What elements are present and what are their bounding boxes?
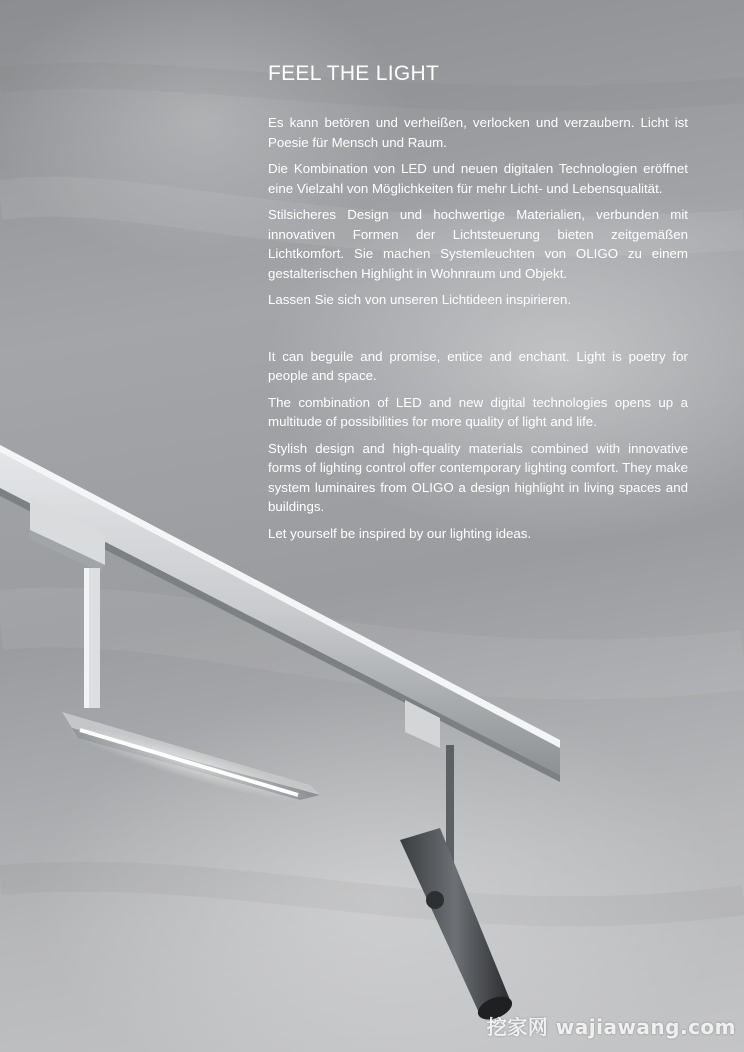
intro-text-block <box>268 60 688 550</box>
english-text <box>268 347 688 544</box>
english-paragraph-1: It can beguile and promise, entice and enchant. Light is poetry for people and space. <box>268 348 688 383</box>
german-paragraph-1: Es kann betören und verheißen, verlocken und verzaubern. Licht ist Poesie für Mensch und Raum. <box>268 115 688 150</box>
english-paragraph-3: Stylish design and high-quality materials combined with innovative forms of lighting control offer contemporary lighting comfort. They make system luminaires from OLIGO a design highlight in living spaces and buildings. <box>268 440 688 514</box>
english-paragraph-4: Let yourself be inspired by our lighting ideas. <box>268 525 532 541</box>
page-title: FEEL THE LIGHT <box>268 62 440 85</box>
german-text <box>268 113 688 310</box>
site-watermark: 挖家网 wajiawang.com <box>486 1015 736 1039</box>
german-paragraph-4: Lassen Sie sich von unseren Lichtideen inspirieren. <box>268 292 572 307</box>
english-paragraph-2: The combination of LED and new digital technologies opens up a multitude of possibilities for more quality of light and life. <box>268 394 688 429</box>
german-paragraph-3: Stilsicheres Design und hochwertige Materialien, verbunden mit innovativen Formen der Lichtsteuerung bieten zeitgemäßen Lichtkomfort. Sie machen Systemleuchten von OLIGO zu einem gestalterischen Highlight in Wohnraum und Objekt. <box>268 207 688 281</box>
german-paragraph-2: Die Kombination von LED und neuen digitalen Technologien eröffnet eine Vielzahl von Möglichkeiten für mehr Licht- und Lebensqualität. <box>268 161 688 196</box>
